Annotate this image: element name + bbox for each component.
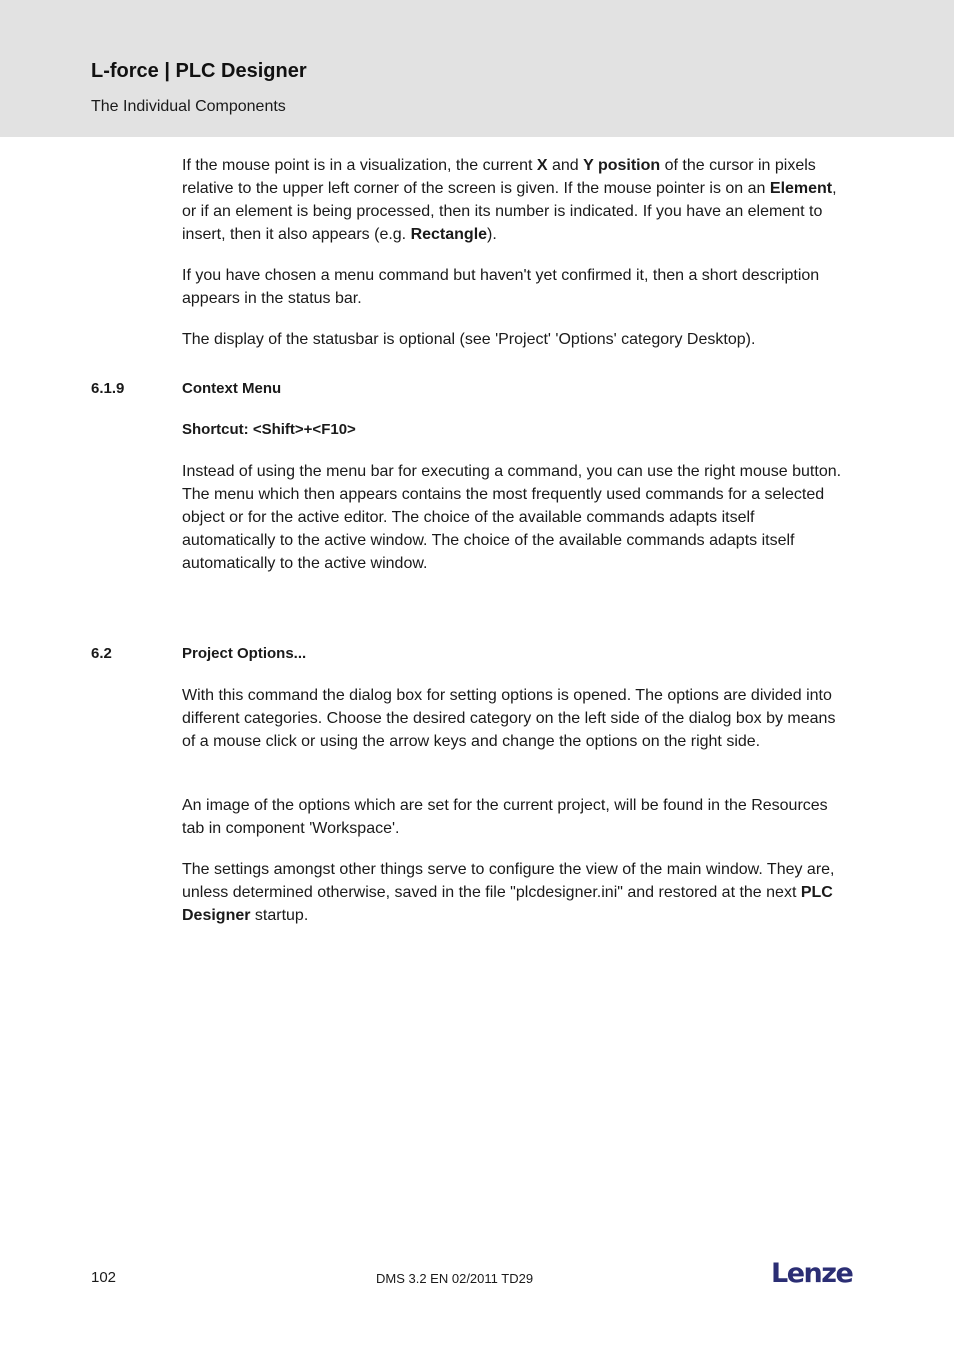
document-title: L-force | PLC Designer bbox=[91, 60, 307, 82]
bold-text: PLC Designer bbox=[182, 884, 833, 924]
paragraph-statusbar-optional: The display of the statusbar is optional (see 'Project' 'Options' category Desktop). bbox=[182, 331, 756, 348]
paragraph-options-image: An image of the options which are set for the current project, will be found in the Resources tab in component 'Workspace'. bbox=[182, 797, 828, 837]
bold-text: Element bbox=[769, 180, 833, 197]
bold-text: X bbox=[536, 157, 548, 174]
paragraph-context-menu: Instead of using the menu bar for executing a command, you can use the right mouse button. The menu which then appears contains the most frequently used commands for a selected object or for the active editor. The choice of the available commands adapts itself automatically to the active window. The choice of the available commands adapts itself automatically to the active window. bbox=[182, 463, 842, 572]
page-number: 102 bbox=[91, 1269, 117, 1286]
text: startup. bbox=[250, 907, 309, 924]
text: of the cursor in pixels relative to the upper left corner of the screen is given. If the mouse pointer is on an bbox=[182, 157, 816, 197]
chapter-subtitle: The Individual Components bbox=[91, 98, 286, 115]
section-heading: Context Menu bbox=[182, 380, 282, 397]
section-number: 6.2 bbox=[91, 645, 112, 662]
section-number: 6.1.9 bbox=[91, 380, 125, 397]
document-id: DMS 3.2 EN 02/2011 TD29 bbox=[376, 1271, 534, 1286]
lenze-logo: Lenze bbox=[771, 1258, 853, 1289]
text: ). bbox=[487, 226, 497, 243]
shortcut-label: Shortcut: <Shift>+<F10> bbox=[182, 421, 356, 438]
paragraph-status-bar: If you have chosen a menu command but haven't yet confirmed it, then a short description appears in the status bar. bbox=[182, 267, 820, 307]
text: If the mouse point is in a visualization, the current bbox=[182, 157, 537, 174]
text: and bbox=[547, 157, 584, 174]
text: The settings amongst other things serve to configure the view of the main window. They are, unless determined otherwise, saved in the file "plcdesigner.ini" and restored at the next bbox=[182, 861, 835, 901]
paragraph-options-dialog: With this command the dialog box for setting options is opened. The options are divided into different categories. Choose the desired category on the left side of the dialog box by means of a mouse click or using the arrow keys and change the options on the right side. bbox=[182, 687, 836, 750]
page-header bbox=[0, 0, 954, 137]
section-heading: Project Options... bbox=[182, 645, 307, 662]
bold-text: Rectangle bbox=[410, 226, 488, 243]
text: , or if an element is being processed, then its number is indicated. If you have an element to insert, then it also appears (e.g. bbox=[182, 180, 837, 243]
bold-text: Y position bbox=[583, 157, 661, 174]
paragraph-cursor-position bbox=[182, 154, 842, 246]
paragraph-settings bbox=[182, 858, 842, 927]
